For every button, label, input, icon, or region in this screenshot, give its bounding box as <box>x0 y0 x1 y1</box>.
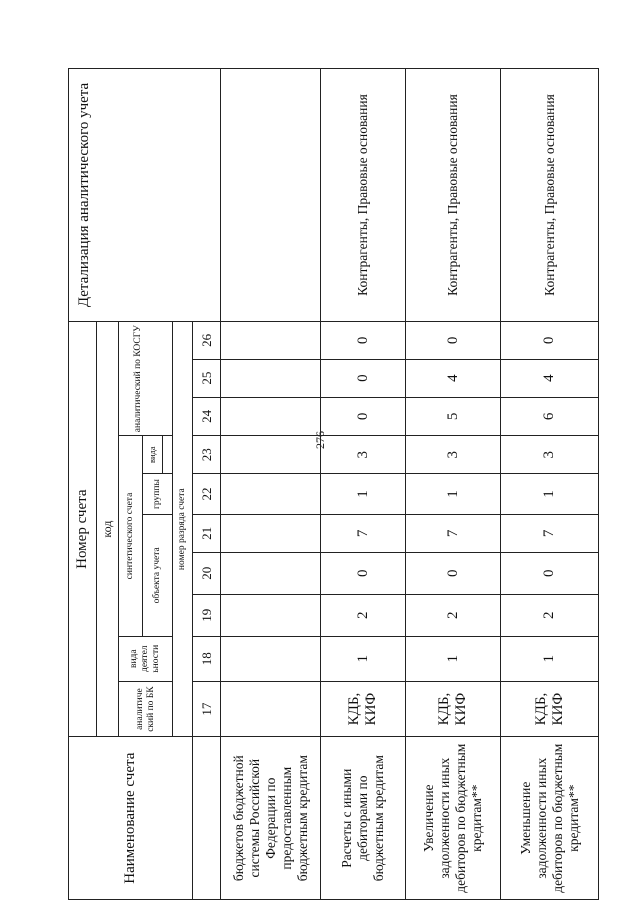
digit-26: 26 <box>193 321 221 359</box>
digit-19: 19 <box>193 594 221 636</box>
digit-17: 17 <box>193 681 221 737</box>
header-group: группы <box>143 474 173 515</box>
digit-24: 24 <box>193 397 221 436</box>
row-code-18: 1 <box>321 636 406 681</box>
row-code-21: 7 <box>406 515 501 553</box>
header-row-1 <box>69 69 97 900</box>
header-kind: вида <box>143 436 163 474</box>
header-object: объекта учета <box>143 515 173 637</box>
digits-name-spacer <box>193 737 221 900</box>
row-code-18: 1 <box>501 636 599 681</box>
row-name: Уменьшение задолженности иных дебиторов по бюджетным кредитам** <box>501 737 599 900</box>
row-code-25: 4 <box>406 359 501 397</box>
row-code-26: 0 <box>406 321 501 359</box>
row-detail: Контрагенты, Правовые основания <box>406 69 501 322</box>
row-code-20: 0 <box>321 552 406 594</box>
row-code-21: 7 <box>321 515 406 553</box>
table-area <box>68 68 581 900</box>
header-detail: Детализация аналитического учета <box>69 69 221 322</box>
row-code-24: 5 <box>406 397 501 436</box>
header-synthetic: синтетического счета <box>119 436 143 636</box>
row-code-18 <box>221 636 321 681</box>
row-name: бюджетов бюджетной системы Российской Федерации по предоставленным бюджетным кредитам <box>221 737 321 900</box>
header-code: код <box>97 321 119 736</box>
accounts-table <box>68 68 599 900</box>
digit-20: 20 <box>193 552 221 594</box>
digit-22: 22 <box>193 474 221 515</box>
row-code-18: 1 <box>406 636 501 681</box>
row-detail: Контрагенты, Правовые основания <box>321 69 406 322</box>
row-code-17 <box>221 681 321 737</box>
digit-25: 25 <box>193 359 221 397</box>
row-code-23: 3 <box>501 436 599 474</box>
row-code-22: 1 <box>501 474 599 515</box>
row-code-23: 3 <box>406 436 501 474</box>
table-row <box>321 69 406 900</box>
header-account-name: Наименование счета <box>69 737 193 900</box>
header-kind-spacer <box>163 436 173 474</box>
table-row <box>221 69 321 900</box>
row-code-24 <box>221 397 321 436</box>
header-kosgu: аналитический по КОСГУ <box>119 321 173 435</box>
row-code-21: 7 <box>501 515 599 553</box>
row-code-19 <box>221 594 321 636</box>
row-name: Увеличение задолженности иных дебиторов по бюджетным кредитам** <box>406 737 501 900</box>
table-row <box>501 69 599 900</box>
row-code-20 <box>221 552 321 594</box>
digit-23: 23 <box>193 436 221 474</box>
row-detail <box>221 69 321 322</box>
rotated-table <box>68 68 581 900</box>
row-code-23 <box>221 436 321 474</box>
row-code-22: 1 <box>321 474 406 515</box>
header-digit-number: номер разряда счета <box>173 321 193 736</box>
row-code-22 <box>221 474 321 515</box>
row-code-24: 0 <box>321 397 406 436</box>
row-code-19: 2 <box>501 594 599 636</box>
row-code-26: 0 <box>321 321 406 359</box>
row-code-20: 0 <box>406 552 501 594</box>
digit-18: 18 <box>193 636 221 681</box>
row-code-17: КДБ, КИФ <box>321 681 406 737</box>
page-number: 276 <box>313 431 327 449</box>
row-code-25: 4 <box>501 359 599 397</box>
row-code-17: КДБ, КИФ <box>501 681 599 737</box>
row-code-22: 1 <box>406 474 501 515</box>
table-row <box>406 69 501 900</box>
header-activity-type: вида деятел ьности <box>119 636 173 681</box>
row-detail: Контрагенты, Правовые основания <box>501 69 599 322</box>
row-code-25 <box>221 359 321 397</box>
row-code-21 <box>221 515 321 553</box>
header-account-number: Номер счета <box>69 321 97 736</box>
header-analytic-bk: аналитиче ский по БК <box>119 681 173 737</box>
row-code-19: 2 <box>321 594 406 636</box>
row-code-23: 3 <box>321 436 406 474</box>
row-code-25: 0 <box>321 359 406 397</box>
row-code-24: 6 <box>501 397 599 436</box>
row-code-17: КДБ, КИФ <box>406 681 501 737</box>
row-name: Расчеты с иными дебиторами по бюджетным кредитам <box>321 737 406 900</box>
row-code-20: 0 <box>501 552 599 594</box>
row-code-26: 0 <box>501 321 599 359</box>
row-code-26 <box>221 321 321 359</box>
row-code-19: 2 <box>406 594 501 636</box>
digit-21: 21 <box>193 515 221 553</box>
